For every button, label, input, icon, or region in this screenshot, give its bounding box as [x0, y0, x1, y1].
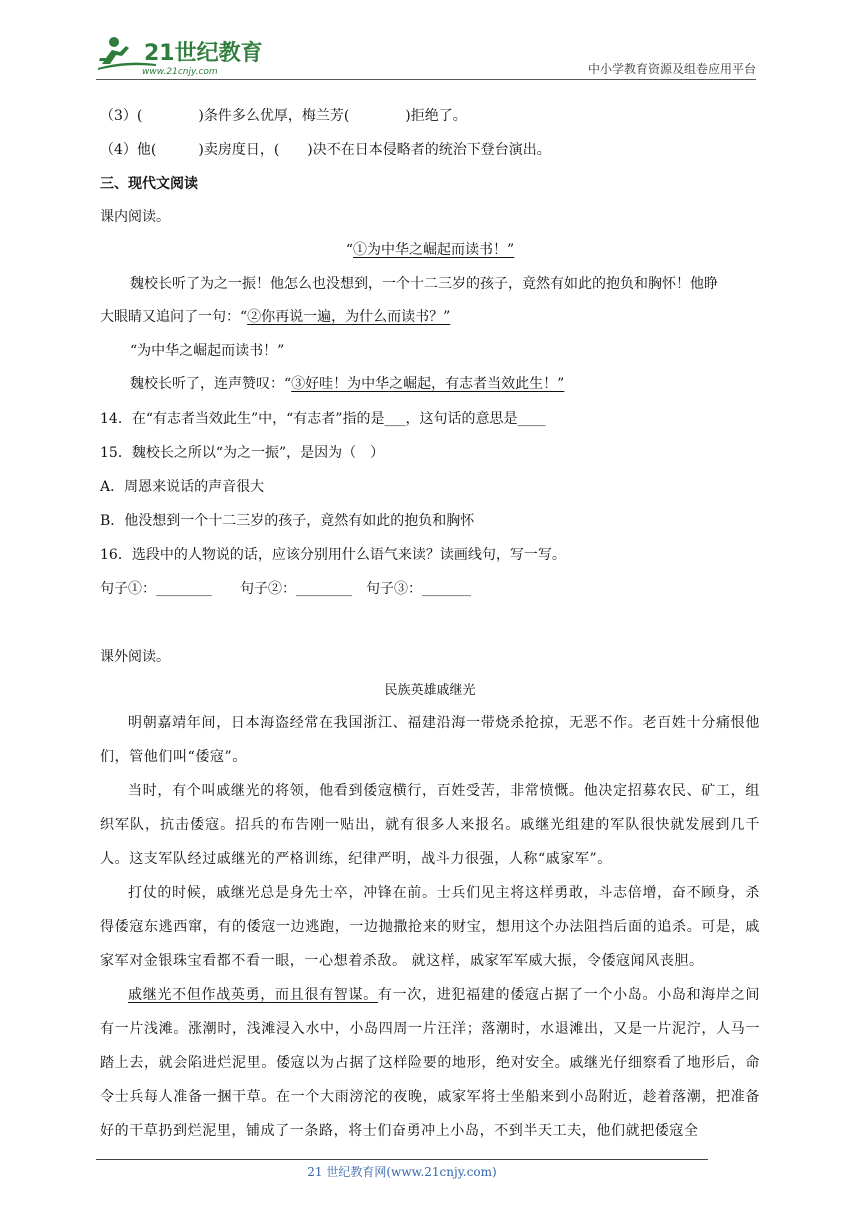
question-14: 14．在“有志者当效此生”中，“有志者”指的是___，这句话的意思是____ — [100, 411, 546, 427]
underlined-sentence-1: ①为中华之崛起而读书！” — [353, 242, 515, 258]
passage-line-1: 魏校长听了为之一振！他怎么也没想到，一个十二三岁的孩子，竟然有如此的抱负和胸怀！他睁 — [130, 276, 718, 292]
underlined-sentence-extra: 戚继光不但作战英勇，而且很有智谋。 — [128, 987, 378, 1003]
header-divider — [96, 79, 756, 80]
underlined-sentence-2: ②你再说一遍，为什么而读书？” — [247, 309, 451, 325]
in-class-label: 课内阅读。 — [100, 209, 170, 225]
extra-paragraph-2: 当时，有个叫戚继光的将领，他看到倭寇横行，百姓受苦，非常愤慨。他决定招募农民、矿工，组织军队，抗击倭寇。招兵的布告刚一贴出，就有很多人来报名。戚继光组建的军队很快就发展到几千人。这支军队经过戚继光的严格训练，纪律严明，战斗力很强，人称“戚家军”。 — [100, 783, 760, 867]
question-3: （3）( )条件多么优厚，梅兰芳( )拒绝了。 — [100, 108, 467, 124]
logo-url: www.21cnjy.com — [142, 67, 218, 77]
logo-text: 21世纪教育 — [144, 41, 263, 66]
underlined-sentence-3: ③好哇！为中华之崛起，有志者当效此生！” — [291, 376, 565, 392]
option-a: A．周恩来说话的声音很大 — [100, 479, 265, 495]
extra-reading-label: 课外阅读。 — [100, 649, 170, 665]
extra-paragraph-3: 打仗的时候，戚继光总是身先士卒，冲锋在前。士兵们见主将这样勇敢，斗志倍增，奋不顾身，杀得倭寇东逃西窜，有的倭寇一边逃跑，一边抛撒抢来的财宝，想用这个办法阻挡后面的追杀。可是，戚家军对金银珠宝看都不看一眼，一心想着杀敌。 就这样，戚家军军威大振，令倭寇闻风丧胆。 — [100, 885, 760, 969]
passage-line-4: 魏校长听了，连声赞叹：“③好哇！为中华之崛起，有志者当效此生！” — [130, 376, 565, 392]
passage-line-2: 大眼睛又追问了一句：“②你再说一遍，为什么而读书？” — [100, 309, 451, 325]
question-4: （4）他( )卖房度日，( )决不在日本侵略者的统治下登台演出。 — [100, 142, 551, 158]
site-logo — [96, 34, 276, 78]
page-header — [96, 32, 756, 80]
extra-passage-title: 民族英雄戚继光 — [384, 683, 476, 698]
footer-text: 21 世纪教育网(www.21cnjy.com) — [307, 1165, 497, 1179]
question-16-blanks: 句子①：________ 句子②：________ 句子③：_______ — [100, 581, 471, 597]
question-16: 16．选段中的人物说的话，应该分别用什么语气来读？读画线句，写一写。 — [100, 547, 566, 563]
extra-paragraph-4: 戚继光不但作战英勇，而且很有智谋。有一次，进犯福建的倭寇占据了一个小岛。小岛和海岸之间有一片浅滩。涨潮时，浅滩浸入水中，小岛四周一片汪洋；落潮时，水退滩出，又是一片泥泞，人马一踏上去，就会陷进烂泥里。倭寇以为占据了这样险要的地形，绝对安全。戚继光仔细察看了地形后，命令士兵每人准备一捆干草。在一个大雨滂沱的夜晚，戚家军将士坐船来到小岛附近，趁着落潮，把准备好的干草扔到烂泥里，铺成了一条路，将士们奋勇冲上小岛，不到半天工夫，他们就把倭寇全 — [100, 987, 760, 1139]
header-platform-text: 中小学教育资源及组卷应用平台 — [587, 62, 756, 76]
extra-paragraph-1: 明朝嘉靖年间，日本海盗经常在我国浙江、福建沿海一带烧杀抢掠，无恶不作。老百姓十分痛恨他们，管他们叫“倭寇”。 — [100, 715, 760, 765]
footer-divider — [96, 1159, 708, 1160]
passage-line-3: “为中华之崛起而读书！” — [130, 343, 285, 359]
question-15: 15．魏校长之所以“为之一振”，是因为（ ） — [100, 445, 385, 461]
passage-title: “①为中华之崛起而读书！” — [345, 242, 515, 258]
section-heading: 三、现代文阅读 — [100, 176, 198, 192]
option-b: B．他没想到一个十二三岁的孩子，竟然有如此的抱负和胸怀 — [100, 513, 475, 529]
